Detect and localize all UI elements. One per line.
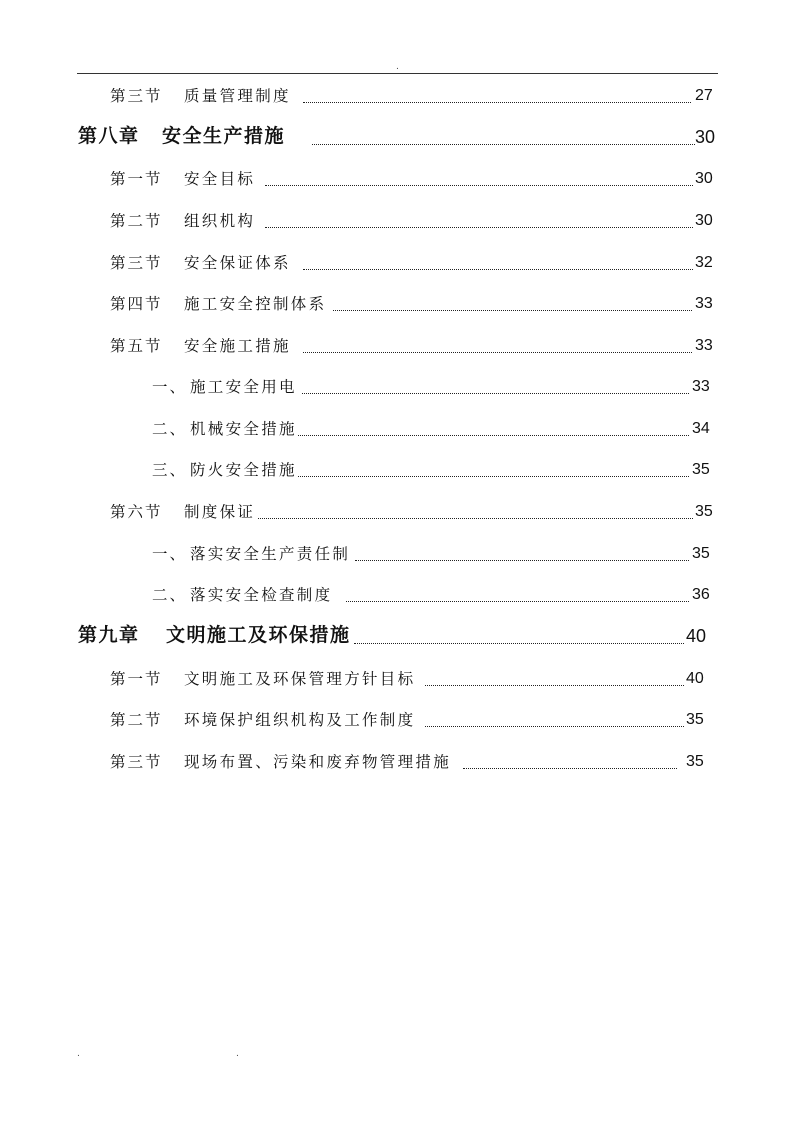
toc-leader	[425, 685, 684, 686]
toc-entry[interactable]	[0, 540, 794, 566]
toc-chapter[interactable]	[0, 124, 794, 150]
toc-leader	[333, 310, 692, 311]
toc-leader	[265, 227, 693, 228]
toc-entry[interactable]	[0, 665, 794, 691]
toc-entry-title: 安全施工措施	[184, 336, 291, 355]
toc-entry-page: 33	[695, 337, 713, 354]
toc-entry-label: 第六节	[110, 502, 163, 521]
toc-leader	[425, 726, 684, 727]
toc-leader	[354, 643, 684, 644]
toc-leader	[302, 393, 689, 394]
toc-leader	[303, 102, 691, 103]
toc-entry-title: 防火安全措施	[190, 460, 297, 479]
toc-entry-label: 二、	[152, 419, 188, 438]
toc-leader	[265, 185, 693, 186]
toc-chapter-title: 安全生产措施	[162, 125, 286, 147]
toc-entry-page: 40	[686, 670, 704, 687]
toc-chapter-label: 第八章	[78, 125, 140, 147]
toc-entry-label: 一、	[152, 377, 188, 396]
toc-entry[interactable]	[0, 373, 794, 399]
toc-leader	[298, 476, 689, 477]
toc-entry-title: 安全保证体系	[184, 253, 291, 272]
toc-entry-title: 质量管理制度	[184, 86, 291, 105]
toc-entry-title: 施工安全控制体系	[184, 294, 327, 313]
toc-entry-title: 落实安全生产责任制	[190, 544, 351, 563]
toc-entry-page: 35	[695, 503, 713, 520]
toc-entry-page: 34	[692, 420, 710, 437]
toc-entry-title: 机械安全措施	[190, 419, 297, 438]
toc-entry-title: 落实安全检查制度	[190, 585, 333, 604]
toc-leader	[303, 269, 693, 270]
toc-entry[interactable]	[0, 581, 794, 607]
toc-entry-page: 35	[692, 461, 710, 478]
toc-entry-title: 组织机构	[184, 211, 256, 230]
toc-leader	[303, 352, 692, 353]
toc-entry-label: 第一节	[110, 169, 163, 188]
header-rule	[77, 73, 718, 74]
header-dot: .	[396, 62, 399, 72]
toc-entry-page: 35	[686, 711, 704, 728]
toc-entry-label: 第五节	[110, 336, 163, 355]
toc-entry-page: 33	[695, 295, 713, 312]
toc-entry[interactable]	[0, 332, 794, 358]
toc-entry-label: 第四节	[110, 294, 163, 313]
toc-leader	[355, 560, 689, 561]
toc-entry-label: 第二节	[110, 710, 163, 729]
toc-leader	[298, 435, 689, 436]
toc-chapter-label: 第九章	[78, 624, 140, 646]
toc-entry-label: 第三节	[110, 752, 163, 771]
toc-entry[interactable]	[0, 456, 794, 482]
toc-entry-page: 33	[692, 378, 710, 395]
toc-entry[interactable]	[0, 207, 794, 233]
toc-entry-title: 环境保护组织机构及工作制度	[184, 710, 416, 729]
toc-entry[interactable]	[0, 249, 794, 275]
toc-entry[interactable]	[0, 415, 794, 441]
toc-entry-label: 第三节	[110, 253, 163, 272]
toc-chapter-page: 40	[686, 626, 707, 646]
toc-entry-label: 第二节	[110, 211, 163, 230]
toc-entry-page: 32	[695, 254, 713, 271]
toc-entry-page: 30	[695, 212, 713, 229]
toc-entry-page: 35	[692, 545, 710, 562]
toc-entry-title: 施工安全用电	[190, 377, 297, 396]
toc-entry-title: 制度保证	[184, 502, 256, 521]
toc-entry[interactable]	[0, 290, 794, 316]
toc-entry[interactable]	[0, 748, 794, 774]
toc-entry-page: 36	[692, 586, 710, 603]
toc-entry-label: 二、	[152, 585, 188, 604]
toc-entry[interactable]	[0, 498, 794, 524]
toc-chapter-title: 文明施工及环保措施	[166, 624, 351, 646]
toc-entry-label: 第三节	[110, 86, 163, 105]
toc-leader	[258, 518, 693, 519]
toc-entry-label: 一、	[152, 544, 188, 563]
toc-entry-page: 27	[695, 87, 713, 104]
toc-chapter[interactable]	[0, 623, 794, 649]
toc-entry-title: 现场布置、污染和废弃物管理措施	[184, 752, 452, 771]
toc-chapter-page: 30	[695, 127, 716, 147]
toc-entry[interactable]	[0, 706, 794, 732]
footer-dot-left: .	[77, 1049, 80, 1059]
toc-entry-title: 文明施工及环保管理方针目标	[184, 669, 416, 688]
toc-entry[interactable]	[0, 165, 794, 191]
footer-dot-right: .	[236, 1049, 239, 1059]
toc-entry-page: 35	[686, 753, 704, 770]
toc-leader	[346, 601, 689, 602]
toc-entry-page: 30	[695, 170, 713, 187]
toc-entry-title: 安全目标	[184, 169, 256, 188]
toc-entry-label: 三、	[152, 460, 188, 479]
toc-leader	[312, 144, 695, 145]
toc-leader	[463, 768, 677, 769]
toc-entry-label: 第一节	[110, 669, 163, 688]
toc-entry[interactable]	[0, 82, 794, 108]
